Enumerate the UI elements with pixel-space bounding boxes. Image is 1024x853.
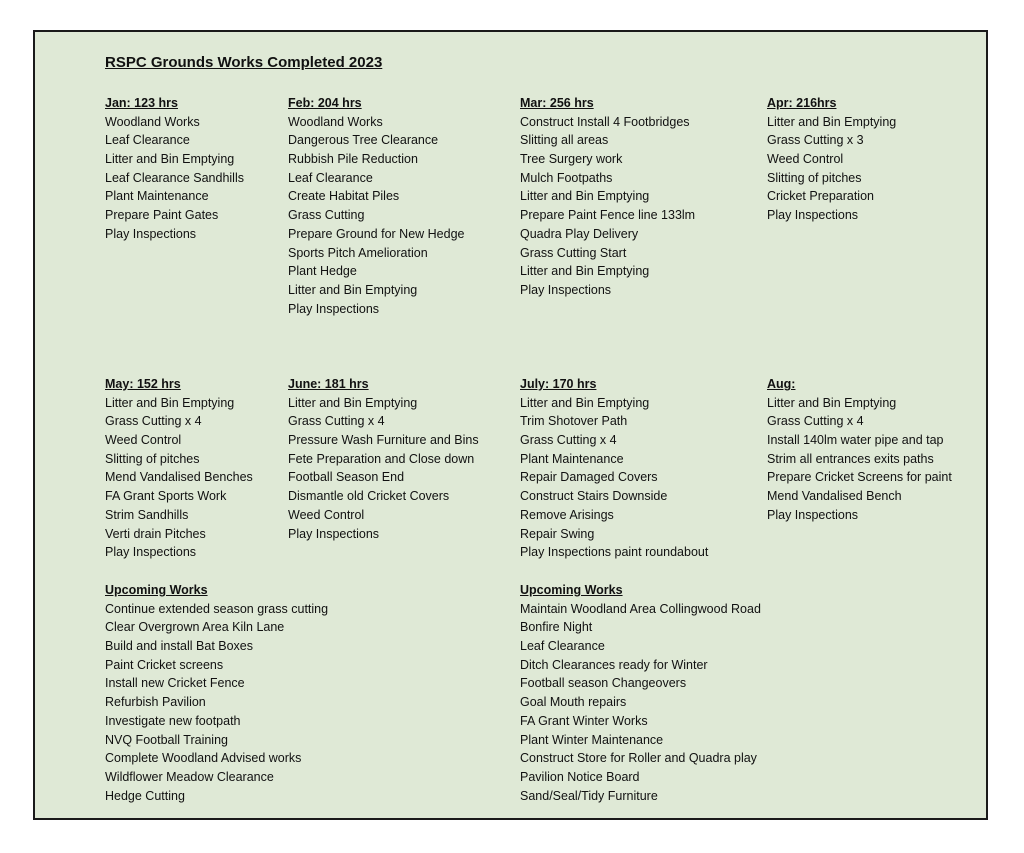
- list-item: Football Season End: [288, 470, 405, 485]
- list-item: Play Inspections: [767, 507, 859, 522]
- list-item: Plant Hedge: [288, 264, 357, 279]
- month-2-list: [520, 113, 760, 300]
- list-item: Grass Cutting: [288, 208, 365, 223]
- list-item: Mend Vandalised Bench: [767, 489, 902, 504]
- list-item: Wildflower Meadow Clearance: [105, 769, 274, 784]
- list-item: Prepare Paint Fence line 133lm: [520, 208, 696, 223]
- list-item: Ditch Clearances ready for Winter: [520, 657, 708, 672]
- list-item: Grass Cutting x 4: [105, 414, 202, 429]
- list-item: Hedge Cutting: [105, 788, 185, 803]
- list-item: Trim Shotover Path: [520, 414, 628, 429]
- month-7-column: [767, 375, 1007, 525]
- list-item: Create Habitat Piles: [288, 189, 400, 204]
- list-item: Refurbish Pavilion: [105, 695, 206, 710]
- list-item: Pavilion Notice Board: [520, 769, 640, 784]
- upcoming-0-heading: Upcoming Works: [105, 583, 208, 597]
- list-item: Football season Changeovers: [520, 676, 687, 691]
- list-item: FA Grant Winter Works: [520, 713, 648, 728]
- list-item: Play Inspections: [105, 545, 197, 560]
- list-item: Sports Pitch Amelioration: [288, 245, 428, 260]
- list-item: Bonfire Night: [520, 620, 593, 635]
- list-item: Litter and Bin Emptying: [520, 264, 650, 279]
- list-item: Sand/Seal/Tidy Furniture: [520, 788, 658, 803]
- month-5-heading: June: 181 hrs: [288, 377, 369, 391]
- list-item: Cricket Preparation: [767, 189, 874, 204]
- month-3-heading: Apr: 216hrs: [767, 96, 837, 110]
- list-item: Grass Cutting x 4: [520, 433, 617, 448]
- month-4-heading: May: 152 hrs: [105, 377, 181, 391]
- list-item: Play Inspections: [288, 301, 380, 316]
- list-item: Plant Maintenance: [520, 451, 624, 466]
- month-5-list: [288, 394, 528, 544]
- list-item: Install new Cricket Fence: [105, 676, 245, 691]
- list-item: Construct Install 4 Footbridges: [520, 114, 690, 129]
- list-item: Maintain Woodland Area Collingwood Road: [520, 601, 761, 616]
- list-item: Woodland Works: [105, 114, 200, 129]
- month-3-column: [767, 94, 1007, 225]
- list-item: Slitting all areas: [520, 133, 609, 148]
- list-item: FA Grant Sports Work: [105, 489, 227, 504]
- list-item: Continue extended season grass cutting: [105, 601, 329, 616]
- list-item: Play Inspections: [767, 208, 859, 223]
- list-item: Mend Vandalised Benches: [105, 470, 253, 485]
- upcoming-1-heading: Upcoming Works: [520, 583, 623, 597]
- month-2-column: [520, 94, 760, 300]
- list-item: Litter and Bin Emptying: [105, 395, 235, 410]
- month-2-heading: Mar: 256 hrs: [520, 96, 594, 110]
- list-item: Rubbish Pile Reduction: [288, 152, 418, 167]
- list-item: Plant Winter Maintenance: [520, 732, 664, 747]
- list-item: Litter and Bin Emptying: [520, 189, 650, 204]
- list-item: Slitting of pitches: [105, 451, 200, 466]
- month-5-column: [288, 375, 528, 543]
- list-item: Slitting of pitches: [767, 170, 862, 185]
- list-item: Prepare Ground for New Hedge: [288, 226, 465, 241]
- list-item: Play Inspections: [105, 226, 197, 241]
- list-item: Build and install Bat Boxes: [105, 639, 254, 654]
- list-item: Quadra Play Delivery: [520, 226, 639, 241]
- list-item: Install 140lm water pipe and tap: [767, 433, 944, 448]
- list-item: Paint Cricket screens: [105, 657, 224, 672]
- list-item: Litter and Bin Emptying: [767, 395, 897, 410]
- list-item: Mulch Footpaths: [520, 170, 613, 185]
- list-item: Play Inspections: [520, 282, 612, 297]
- list-item: Fete Preparation and Close down: [288, 451, 475, 466]
- list-item: Goal Mouth repairs: [520, 695, 627, 710]
- list-item: Repair Swing: [520, 526, 595, 541]
- list-item: Strim all entrances exits paths: [767, 451, 934, 466]
- list-item: Grass Cutting x 3: [767, 133, 864, 148]
- upcoming-0-column: [105, 581, 345, 805]
- list-item: Investigate new footpath: [105, 713, 241, 728]
- list-item: Weed Control: [767, 152, 844, 167]
- month-6-column: [520, 375, 760, 562]
- list-item: Complete Woodland Advised works: [105, 751, 302, 766]
- page-title: RSPC Grounds Works Completed 2023: [105, 54, 383, 71]
- list-item: Leaf Clearance: [288, 170, 373, 185]
- list-item: Construct Store for Roller and Quadra play: [520, 751, 757, 766]
- month-0-heading: Jan: 123 hrs: [105, 96, 178, 110]
- month-1-heading: Feb: 204 hrs: [288, 96, 362, 110]
- list-item: Tree Surgery work: [520, 152, 623, 167]
- list-item: Litter and Bin Emptying: [288, 395, 418, 410]
- list-item: Litter and Bin Emptying: [767, 114, 897, 129]
- list-item: Leaf Clearance: [520, 639, 605, 654]
- list-item: Grass Cutting x 4: [288, 414, 385, 429]
- list-item: Dismantle old Cricket Covers: [288, 489, 450, 504]
- month-6-heading: July: 170 hrs: [520, 377, 597, 391]
- list-item: Prepare Paint Gates: [105, 208, 219, 223]
- list-item: Weed Control: [288, 507, 365, 522]
- month-7-list: [767, 394, 1007, 525]
- list-item: Weed Control: [105, 433, 182, 448]
- list-item: Repair Damaged Covers: [520, 470, 658, 485]
- list-item: Construct Stairs Downside: [520, 489, 668, 504]
- list-item: Verti drain Pitches: [105, 526, 206, 541]
- list-item: Prepare Cricket Screens for paint: [767, 470, 952, 485]
- list-item: Litter and Bin Emptying: [288, 282, 418, 297]
- upcoming-0-list: [105, 600, 345, 806]
- list-item: Leaf Clearance: [105, 133, 190, 148]
- month-1-list: [288, 113, 528, 319]
- list-item: Grass Cutting x 4: [767, 414, 864, 429]
- list-item: Play Inspections: [288, 526, 380, 541]
- list-item: Play Inspections paint roundabout: [520, 545, 709, 560]
- upcoming-1-list: [520, 600, 760, 806]
- list-item: Dangerous Tree Clearance: [288, 133, 439, 148]
- list-item: Pressure Wash Furniture and Bins: [288, 433, 479, 448]
- list-item: Leaf Clearance Sandhills: [105, 170, 244, 185]
- list-item: Woodland Works: [288, 114, 383, 129]
- month-7-heading: Aug:: [767, 377, 796, 391]
- list-item: Remove Arisings: [520, 507, 614, 522]
- upcoming-1-column: [520, 581, 760, 805]
- month-6-list: [520, 394, 760, 562]
- list-item: Strim Sandhills: [105, 507, 189, 522]
- list-item: Litter and Bin Emptying: [520, 395, 650, 410]
- list-item: NVQ Football Training: [105, 732, 228, 747]
- works-panel: [33, 30, 988, 820]
- list-item: Clear Overgrown Area Kiln Lane: [105, 620, 285, 635]
- month-1-column: [288, 94, 528, 318]
- list-item: Plant Maintenance: [105, 189, 209, 204]
- month-3-list: [767, 113, 1007, 225]
- list-item: Grass Cutting Start: [520, 245, 627, 260]
- list-item: Litter and Bin Emptying: [105, 152, 235, 167]
